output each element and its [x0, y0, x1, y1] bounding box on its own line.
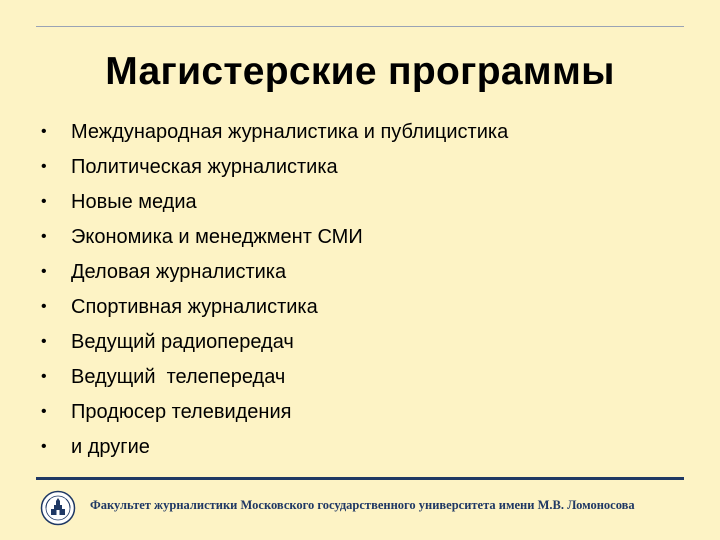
bullet-icon: • — [41, 368, 47, 385]
list-item — [40, 360, 690, 395]
list-item-text: Новые медиа — [71, 191, 197, 213]
bullet-icon: • — [41, 193, 47, 210]
list-item-text: Деловая журналистика — [71, 261, 287, 283]
list-item-text: Продюсер телевидения — [71, 401, 292, 423]
list-item — [40, 430, 690, 465]
bullet-icon: • — [41, 263, 47, 280]
bullet-icon: • — [41, 123, 47, 140]
bullet-icon: • — [41, 403, 47, 420]
list-item — [40, 395, 690, 430]
bullet-icon: • — [41, 298, 47, 315]
bullet-icon: • — [41, 438, 47, 455]
list-item-text: Политическая журналистика — [71, 156, 338, 178]
bullet-icon: • — [41, 228, 47, 245]
list-item-text: Ведущий телепередач — [71, 366, 286, 388]
list-item — [40, 255, 690, 290]
footer-text: Факультет журналистики Московского государственного университета имени М.В. Ломоносова — [90, 498, 635, 512]
university-seal-icon — [40, 490, 76, 526]
list-item — [40, 290, 690, 325]
list-item-text: Экономика и менеджмент СМИ — [71, 226, 363, 248]
list-item — [40, 185, 690, 220]
bullet-icon: • — [41, 158, 47, 175]
bullet-icon: • — [41, 333, 47, 350]
bullet-list — [40, 115, 690, 465]
list-item-text: Спортивная журналистика — [71, 296, 318, 318]
list-item — [40, 220, 690, 255]
bottom-divider — [36, 477, 684, 480]
slide-title: Магистерские программы — [105, 50, 615, 93]
list-item-text: Международная журналистика и публицистика — [71, 121, 509, 143]
list-item-text: Ведущий радиопередач — [71, 331, 294, 353]
list-item-text: и другие — [71, 436, 150, 458]
list-item — [40, 115, 690, 150]
list-item — [40, 150, 690, 185]
top-divider — [36, 26, 684, 27]
footer — [40, 488, 690, 528]
list-item — [40, 325, 690, 360]
